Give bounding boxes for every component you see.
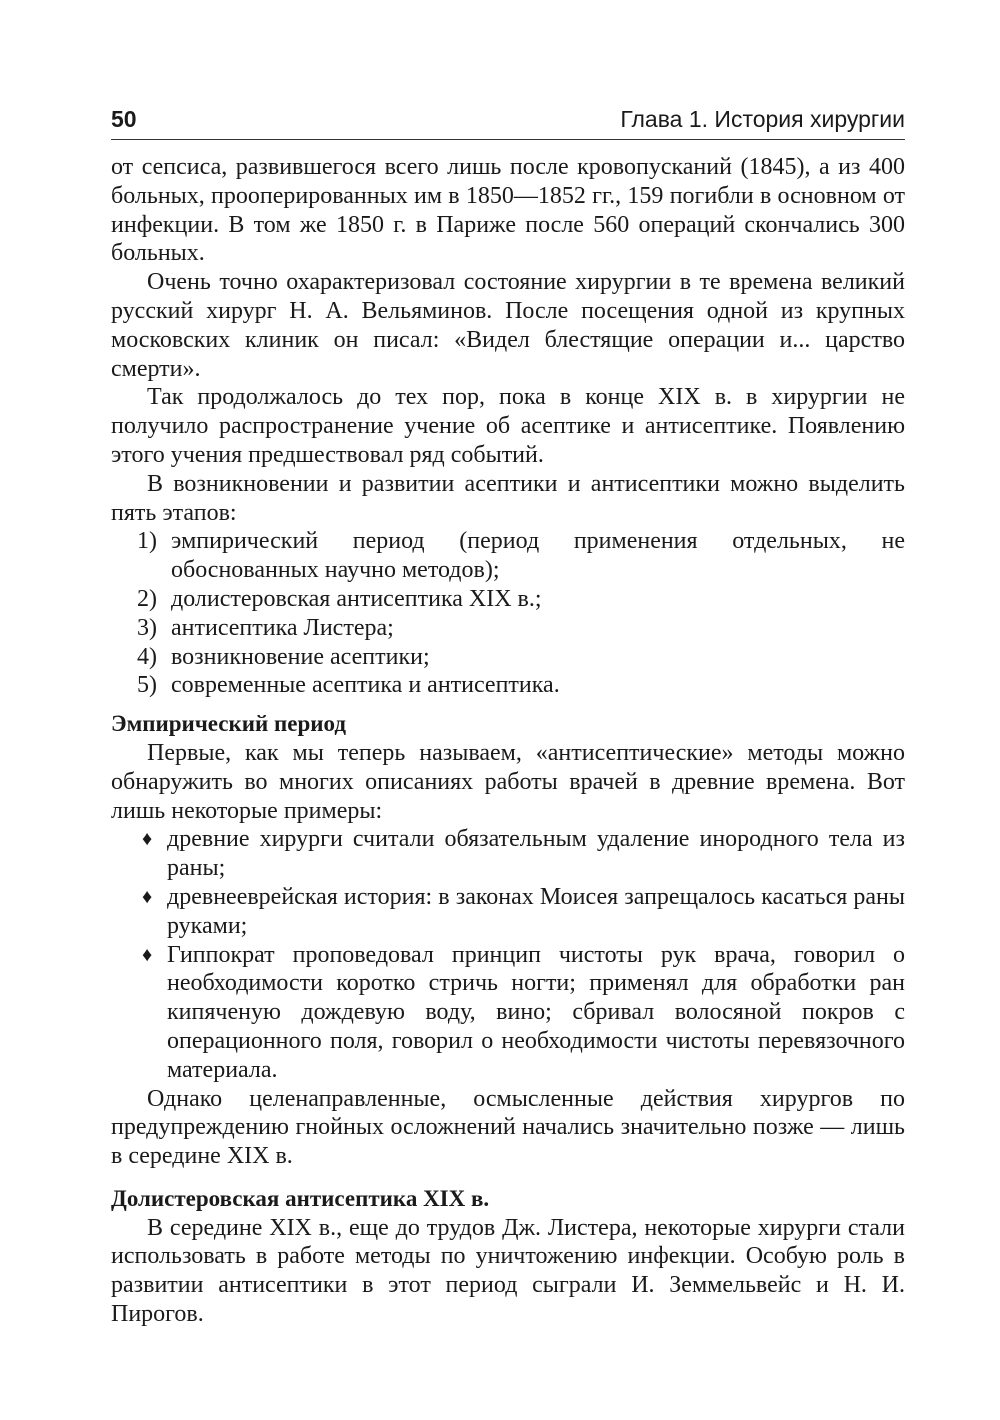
paragraph: Однако целенаправленные, осмысленные действия хирургов по предупреждению гнойных осложнений начались значительно позже — лишь в середине XIX в. bbox=[111, 1085, 905, 1170]
list-number: 3) bbox=[137, 614, 157, 641]
page-number: 50 bbox=[111, 106, 137, 132]
paragraph: Так продолжалось до тех пор, пока в конце XIX в. в хирургии не получило распространение учение об асептике и антисептике. Появлению этого учения предшествовал ряд событий. bbox=[111, 384, 905, 468]
list-item bbox=[137, 527, 905, 585]
section-heading: Долистеровская антисептика XIX в. bbox=[111, 1185, 490, 1211]
book-page bbox=[111, 104, 905, 1329]
page-body bbox=[111, 153, 905, 1329]
list-item bbox=[142, 825, 905, 883]
list-item bbox=[137, 643, 905, 672]
stages-list bbox=[111, 527, 905, 700]
list-item bbox=[137, 614, 905, 643]
paragraph: от сепсиса, развившегося всего лишь после кровопусканий (1845), а из 400 больных, прооперированных им в 1850—1852 гг., 159 погибли в основном от инфекции. В том же 1850 г. в Париже после 560 операций скончались 300 больных. bbox=[111, 154, 905, 267]
paragraph: В середине XIX в., еще до трудов Дж. Листера, некоторые хирурги стали использовать в работе методы по уничтожению инфекции. Особую роль в развитии антисептики в этот период сыграли И. Земмельвейс и Н. И. Пирогов. bbox=[111, 1214, 905, 1328]
list-item-text: эмпирический период (период применения отдельных, не обоснованных научно методов); bbox=[171, 528, 905, 584]
list-item bbox=[142, 941, 905, 1085]
list-item-text: возникновение асептики; bbox=[171, 643, 430, 670]
list-number: 4) bbox=[137, 643, 157, 670]
section-heading: Эмпирический период bbox=[111, 711, 346, 737]
diamond-bullet-icon: ♦ bbox=[142, 885, 153, 908]
list-number: 2) bbox=[137, 585, 157, 612]
diamond-bullet-icon: ♦ bbox=[142, 943, 153, 966]
list-item-text: древнееврейская история: в законах Моисея запрещалось касаться раны руками; bbox=[167, 883, 905, 939]
list-item-text: долистеровская антисептика XIX в.; bbox=[171, 585, 542, 612]
chapter-title: Глава 1. История хирургии bbox=[620, 106, 905, 132]
paragraph: Первые, как мы теперь называем, «антисептические» методы можно обнаружить во многих описаниях работы врачей в древние времена. Вот лишь некоторые примеры: bbox=[111, 739, 905, 824]
page-header bbox=[111, 104, 905, 140]
list-item-text: современные асептика и антисептика. bbox=[171, 672, 560, 699]
list-number: 5) bbox=[137, 672, 157, 699]
paragraph: В возникновении и развитии асептики и антисептики можно выделить пять этапов: bbox=[111, 470, 905, 526]
list-number: 1) bbox=[137, 528, 157, 555]
list-item bbox=[142, 883, 905, 941]
diamond-bullet-icon: ♦ bbox=[142, 828, 153, 851]
list-item bbox=[137, 585, 905, 614]
examples-list bbox=[111, 825, 905, 1084]
paragraph: Очень точно охарактеризовал состояние хирургии в те времена великий русский хирург Н. А. Вельяминов. После посещения одной из крупных московских клиник он писал: «Видел блестящие операции и... царство смерти». bbox=[111, 269, 905, 382]
list-item-text: древние хирурги считали обязательным удаление инородного тела из раны; bbox=[167, 826, 905, 882]
list-item bbox=[137, 671, 905, 700]
list-item-text: антисептика Листера; bbox=[171, 614, 394, 641]
list-item-text: Гиппократ проповедовал принцип чистоты рук врача, говорил о необходимости коротко стричь ногти; применял для обработки ран кипяченую дождевую воду, вино; сбривал волосяной покров с операционного поля, говорил о необходимости чистоты перевязочного материала. bbox=[167, 941, 905, 1083]
